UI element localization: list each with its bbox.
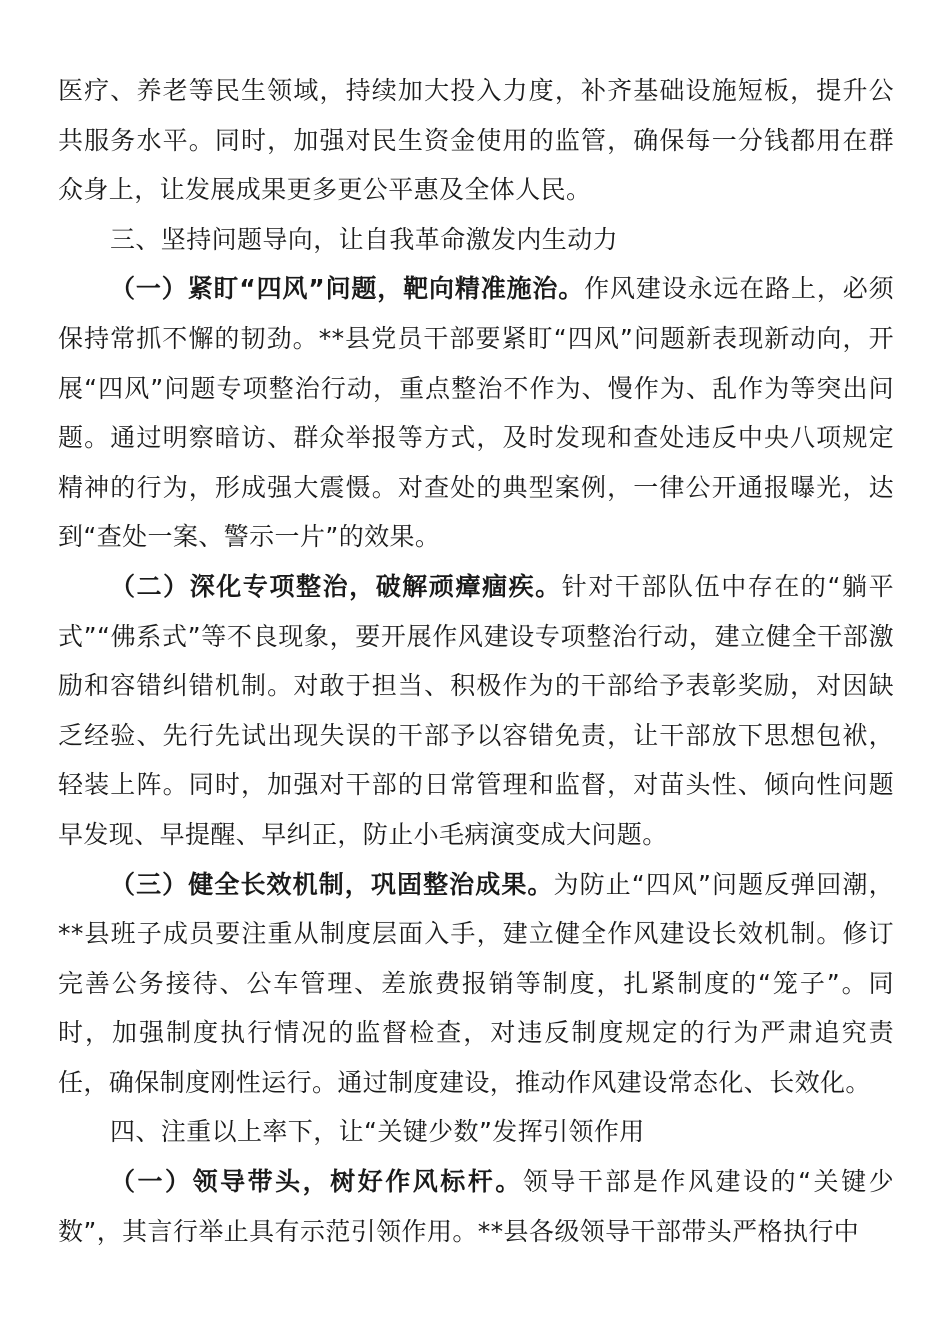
subsection-4-1	[58, 1157, 894, 1256]
paragraph-text: 医疗、养老等民生领域，持续加大投入力度，补齐基础设施短板，提升公共服务水平。同时，加强对民生资金使用的监管，确保每一分钱都用在群众身上，让发展成果更多更公平惠及全体人民。	[58, 76, 894, 205]
section-heading-text: 四、注重以上率下，让“关键少数”发挥引领作用	[110, 1117, 645, 1147]
subsection-3-1	[58, 264, 894, 562]
subsection-title: （一）紧盯“四风”问题，靶向精准施治。	[110, 274, 585, 304]
section-heading-text: 三、坚持问题导向，让自我革命激发内生动力	[110, 224, 619, 254]
subsection-3-2	[58, 562, 894, 860]
subsection-title: （一）领导带头，树好作风标杆。	[110, 1167, 523, 1197]
paragraph-intro	[58, 66, 894, 215]
subsection-title: （三）健全长效机制，巩固整治成果。	[110, 869, 554, 899]
subsection-text: 领导干部是作风建设的“关键少数”，其言行举止具有示范引领作用。**县各级领导干部带头严格执行中	[58, 1167, 894, 1246]
subsection-text: 为防止“四风”问题反弹回潮，**县班子成员要注重从制度层面入手，建立健全作风建设长效机制。修订完善公务接待、公车管理、差旅费报销等制度，扎紧制度的“笼子”。同时，加强制度执行情况的监督检查，对违反制度规定的行为严肃追究责任，确保制度刚性运行。通过制度建设，推动作风建设常态化、长效化。	[58, 869, 894, 1097]
subsection-3-3	[58, 860, 894, 1108]
subsection-title: （二）深化专项整治，破解顽瘴痼疾。	[110, 571, 562, 601]
section-heading-three	[58, 215, 894, 265]
section-heading-four	[58, 1107, 894, 1157]
subsection-text: 针对干部队伍中存在的“躺平式”“佛系式”等不良现象，要开展作风建设专项整治行动，建立健全干部激励和容错纠错机制。对敢于担当、积极作为的干部给予表彰奖励，对因缺乏经验、先行先试出现失误的干部予以容错免责，让干部放下思想包袱，轻装上阵。同时，加强对干部的日常管理和监督，对苗头性、倾向性问题早发现、早提醒、早纠正，防止小毛病演变成大问题。	[58, 571, 895, 849]
document-page	[58, 66, 894, 1256]
subsection-text: 作风建设永远在路上，必须保持常抓不懈的韧劲。**县党员干部要紧盯“四风”问题新表现新动向，开展“四风”问题专项整治行动，重点整治不作为、慢作为、乱作为等突出问题。通过明察暗访、群众举报等方式，及时发现和查处违反中央八项规定精神的行为，形成强大震慑。对查处的典型案例，一律公开通报曝光，达到“查处一案、警示一片”的效果。	[58, 274, 894, 552]
